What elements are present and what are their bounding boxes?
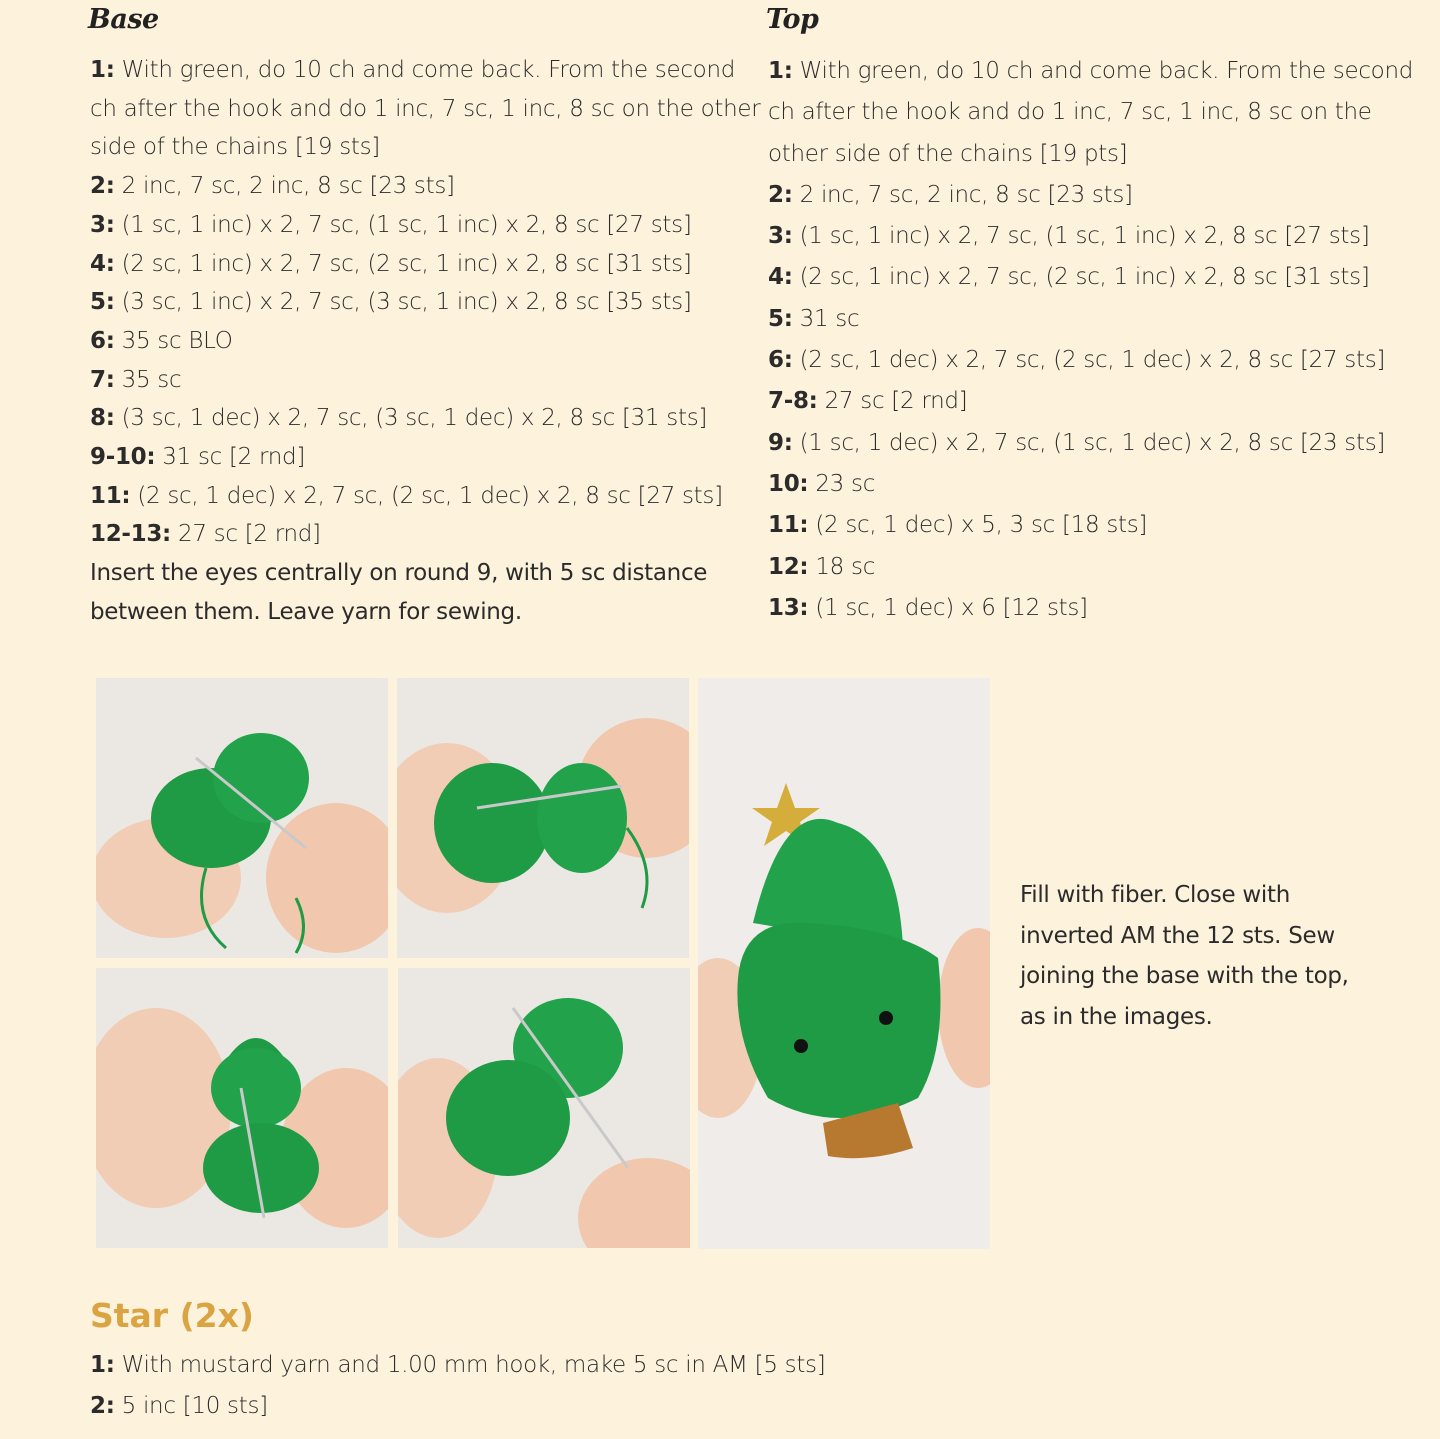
top-step-text: (1 sc, 1 inc) x 2, 7 sc, (1 sc, 1 inc) x 2, 8 sc [27 sts]: [799, 223, 1370, 250]
top-step-line: [768, 299, 1408, 340]
photo-finished-tree: [698, 678, 990, 1249]
base-step-line: [90, 515, 730, 554]
base-steps: [90, 51, 761, 554]
top-step-line: [768, 92, 1408, 133]
base-step-text: 2 inc, 7 sc, 2 inc, 8 sc [23 sts]: [121, 173, 455, 200]
base-step-line: [90, 361, 730, 400]
star-step-line: [90, 1345, 1290, 1386]
photo-sewing-step-4-image: [398, 968, 690, 1248]
top-round-number: 12:: [768, 553, 809, 580]
star-step-text: 5 inc [10 sts]: [121, 1392, 268, 1419]
base-step-text: (3 sc, 1 dec) x 2, 7 sc, (3 sc, 1 dec) x 2, 8 sc [31 sts]: [121, 405, 708, 432]
photo-sewing-step-4: [398, 968, 690, 1248]
base-round-number: 7:: [90, 366, 115, 393]
top-step-line: [768, 175, 1408, 216]
base-title: Base: [88, 4, 159, 35]
base-step-text: 31 sc [2 rnd]: [162, 444, 306, 471]
top-step-line: [768, 340, 1408, 381]
base-note-line-1: Insert the eyes centrally on round 9, with 5 sc distance: [90, 560, 708, 587]
top-step-text: (2 sc, 1 dec) x 5, 3 sc [18 sts]: [815, 512, 1148, 539]
star-steps: [90, 1345, 1290, 1426]
base-round-number: 6:: [90, 327, 115, 354]
top-step-line: [768, 464, 1408, 505]
top-round-number: 5:: [768, 305, 793, 332]
top-round-number: 7-8:: [768, 388, 818, 415]
photo-sewing-step-2-image: [397, 678, 689, 958]
base-step-text: ch after the hook and do 1 inc, 7 sc, 1 inc, 8 sc on the other: [90, 95, 761, 122]
top-round-number: 6:: [768, 347, 793, 374]
fill-instructions: Fill with fiber. Close with inverted AM the 12 sts. Sew joining the base with the top, as in the images.: [1020, 882, 1349, 1030]
base-step-line: [90, 128, 730, 167]
photo-sewing-step-3: [96, 968, 388, 1248]
star-round-number: 1:: [90, 1352, 115, 1378]
base-step-text: (2 sc, 1 inc) x 2, 7 sc, (2 sc, 1 inc) x 2, 8 sc [31 sts]: [121, 250, 692, 277]
base-note-line-2: between them. Leave yarn for sewing.: [90, 598, 522, 625]
base-round-number: 4:: [90, 250, 115, 277]
top-round-number: 13:: [768, 594, 809, 621]
top-step-line: [768, 505, 1408, 546]
top-round-number: 2:: [768, 181, 793, 208]
base-step-line: [90, 399, 730, 438]
top-step-text: 18 sc: [815, 553, 876, 580]
top-step-text: ch after the hook and do 1 inc, 7 sc, 1 inc, 8 sc on the: [768, 99, 1372, 126]
base-round-number: 9-10:: [90, 444, 156, 471]
base-step-line: [90, 322, 730, 361]
top-step-line: [768, 257, 1408, 298]
base-section: [88, 0, 761, 632]
top-step-line: [768, 51, 1414, 92]
star-section: [90, 1296, 1290, 1426]
top-round-number: 4:: [768, 264, 793, 291]
top-step-text: 27 sc [2 rnd]: [824, 388, 968, 415]
top-round-number: 9:: [768, 429, 793, 456]
top-step-text: other side of the chains [19 pts]: [768, 140, 1128, 167]
top-step-text: 23 sc: [815, 470, 876, 497]
base-step-text: 27 sc [2 rnd]: [177, 521, 321, 548]
top-step-line: [768, 547, 1408, 588]
base-step-line: [90, 245, 730, 284]
top-steps: [768, 51, 1414, 629]
top-step-text: 2 inc, 7 sc, 2 inc, 8 sc [23 sts]: [799, 181, 1133, 208]
base-step-line: [90, 438, 730, 477]
photo-sewing-step-1: [96, 678, 388, 958]
base-step-text: 35 sc: [121, 366, 182, 393]
base-round-number: 3:: [90, 211, 115, 238]
base-step-text: side of the chains [19 sts]: [90, 134, 380, 161]
top-step-text: (1 sc, 1 dec) x 6 [12 sts]: [815, 594, 1088, 621]
top-round-number: 3:: [768, 223, 793, 250]
base-step-text: (2 sc, 1 dec) x 2, 7 sc, (2 sc, 1 dec) x 2, 8 sc [27 sts]: [137, 482, 723, 509]
photo-finished-tree-image: [698, 678, 990, 1249]
top-step-text: (2 sc, 1 inc) x 2, 7 sc, (2 sc, 1 inc) x 2, 8 sc [31 sts]: [799, 264, 1370, 291]
base-round-number: 11:: [90, 482, 131, 509]
top-section: [766, 0, 1414, 629]
base-step-text: 35 sc BLO: [121, 327, 233, 354]
top-step-text: (1 sc, 1 dec) x 2, 7 sc, (1 sc, 1 dec) x 2, 8 sc [23 sts]: [799, 429, 1386, 456]
base-round-number: 5:: [90, 289, 115, 316]
base-step-text: (1 sc, 1 inc) x 2, 7 sc, (1 sc, 1 inc) x 2, 8 sc [27 sts]: [121, 211, 692, 238]
photo-sewing-step-3-image: [96, 968, 388, 1248]
star-step-text: With mustard yarn and 1.00 mm hook, make 5 sc in AM [5 sts]: [121, 1352, 826, 1378]
base-step-line: [90, 167, 730, 206]
photo-sewing-step-2: [397, 678, 689, 958]
base-step-line: [90, 477, 730, 516]
top-step-text: 31 sc: [799, 305, 860, 332]
base-step-line: [90, 51, 736, 90]
top-step-line: [768, 588, 1408, 629]
top-step-text: (2 sc, 1 dec) x 2, 7 sc, (2 sc, 1 dec) x 2, 8 sc [27 sts]: [799, 347, 1386, 374]
top-round-number: 10:: [768, 470, 809, 497]
star-title: Star (2x): [90, 1296, 254, 1335]
top-round-number: 1:: [768, 58, 793, 84]
base-step-text: With green, do 10 ch and come back. From the second: [121, 57, 736, 83]
base-round-number: 12-13:: [90, 521, 171, 548]
base-step-line: [90, 206, 730, 245]
top-step-line: [768, 216, 1408, 257]
star-step-line: [90, 1386, 1290, 1427]
top-step-text: With green, do 10 ch and come back. From the second: [799, 58, 1414, 84]
star-round-number: 2:: [90, 1392, 115, 1419]
base-round-number: 2:: [90, 173, 115, 200]
base-step-line: [90, 283, 730, 322]
base-step-line: [90, 90, 761, 129]
top-step-line: [768, 381, 1408, 422]
photo-sewing-step-1-image: [96, 678, 388, 958]
top-step-line: [768, 423, 1408, 464]
top-step-line: [768, 134, 1408, 175]
base-round-number: 8:: [90, 405, 115, 432]
top-title: Top: [766, 4, 819, 35]
top-round-number: 11:: [768, 512, 809, 539]
base-step-text: (3 sc, 1 inc) x 2, 7 sc, (3 sc, 1 inc) x 2, 8 sc [35 sts]: [121, 289, 692, 316]
base-round-number: 1:: [90, 57, 115, 83]
